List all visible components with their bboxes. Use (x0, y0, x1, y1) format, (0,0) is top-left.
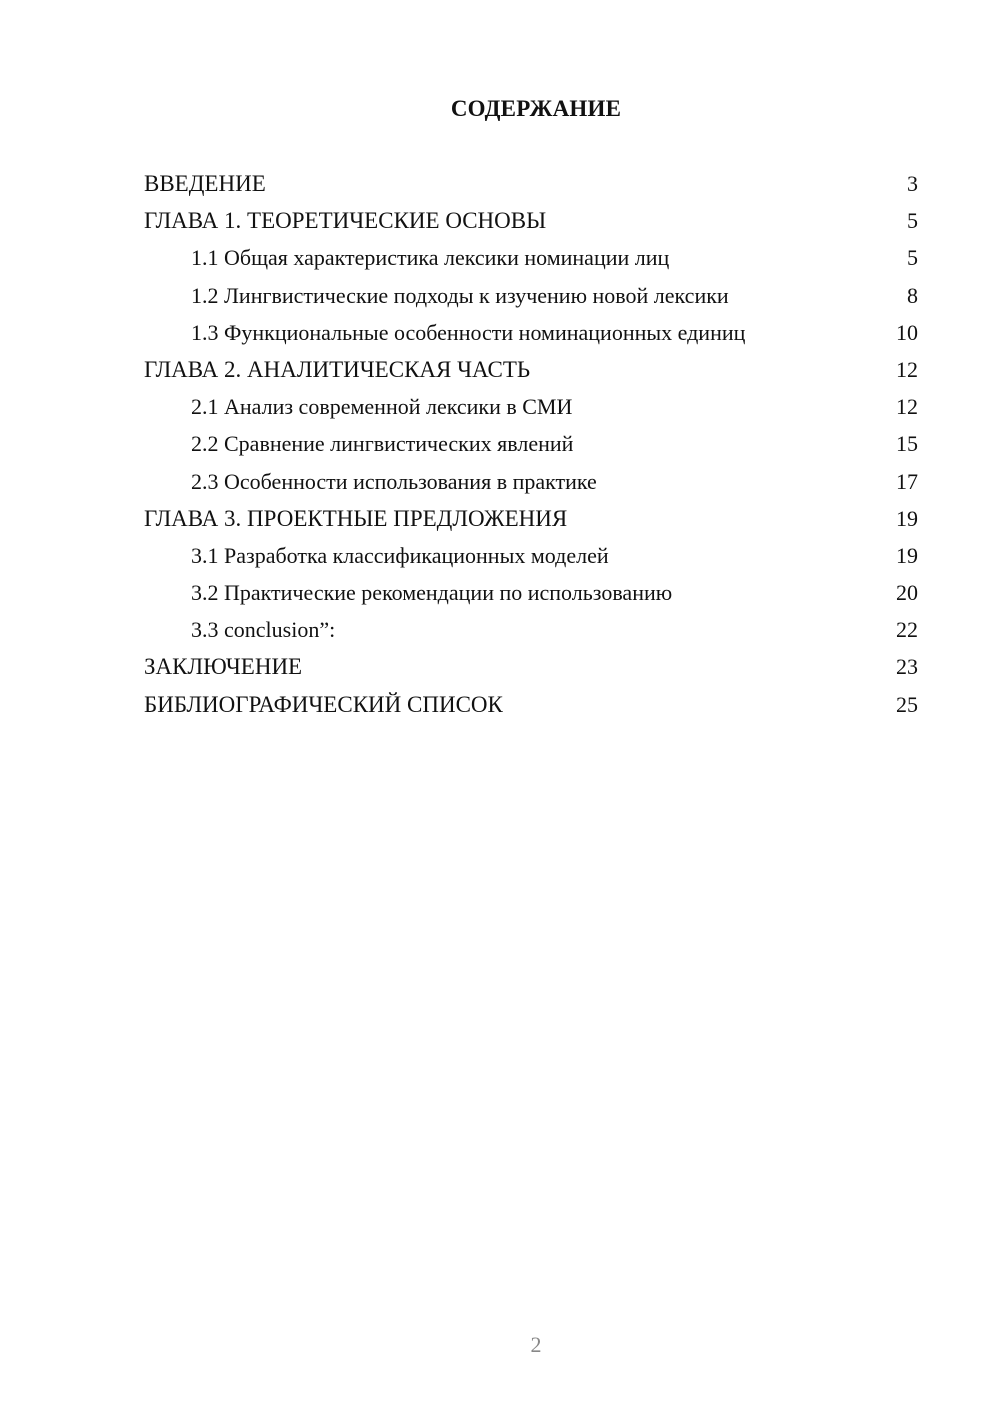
toc-entry-page: 17 (896, 468, 918, 494)
toc-entry-page: 12 (896, 356, 918, 382)
toc-entry-label: 1.1 Общая характеристика лексики номинации лиц (191, 245, 670, 271)
toc-entry-introduction[interactable] (144, 165, 918, 202)
toc-entry-label: 3.1 Разработка классификационных моделей (191, 542, 609, 568)
toc-entry-page: 19 (896, 542, 918, 568)
toc-entry-page: 19 (896, 505, 918, 531)
toc-entry-page: 15 (896, 431, 918, 457)
toc-entry-chapter-3[interactable] (144, 500, 918, 537)
toc-entry-label: 1.3 Функциональные особенности номинационных единиц (191, 319, 746, 345)
toc-entry-conclusion[interactable] (144, 648, 918, 685)
table-of-contents (144, 165, 918, 723)
toc-entry-page: 23 (896, 654, 918, 680)
page-title: СОДЕРЖАНИЕ (450, 96, 622, 121)
toc-entry-label: ГЛАВА 3. ПРОЕКТНЫЕ ПРЕДЛОЖЕНИЯ (144, 505, 568, 531)
toc-entry-label: 2.3 Особенности использования в практике (191, 468, 597, 494)
toc-entry-page: 20 (896, 580, 918, 606)
toc-entry-label: ЗАКЛЮЧЕНИЕ (144, 654, 303, 680)
toc-entry-section-1-1[interactable] (144, 239, 918, 276)
toc-entry-section-1-3[interactable] (144, 314, 918, 351)
toc-entry-label: 2.1 Анализ современной лексики в СМИ (191, 394, 573, 420)
toc-entry-label: 3.3 conclusion”: (191, 617, 336, 643)
toc-entry-section-1-2[interactable] (144, 277, 918, 314)
toc-entry-section-3-3[interactable] (144, 611, 918, 648)
toc-entry-label: 3.2 Практические рекомендации по использованию (191, 580, 673, 606)
toc-entry-section-2-2[interactable] (144, 425, 918, 462)
toc-entry-bibliography[interactable] (144, 686, 918, 723)
toc-entry-page: 3 (907, 171, 918, 196)
toc-entry-label: ВВЕДЕНИЕ (144, 171, 266, 196)
toc-entry-section-2-1[interactable] (144, 388, 918, 425)
toc-entry-page: 5 (907, 245, 918, 271)
toc-entry-label: ГЛАВА 2. АНАЛИТИЧЕСКАЯ ЧАСТЬ (144, 356, 531, 382)
toc-entry-label: БИБЛИОГРАФИЧЕСКИЙ СПИСОК (144, 691, 503, 717)
toc-entry-page: 5 (907, 208, 918, 234)
toc-entry-page: 10 (896, 319, 918, 345)
toc-entry-page: 25 (896, 691, 918, 717)
toc-entry-page: 22 (896, 617, 918, 643)
toc-entry-section-3-2[interactable] (144, 574, 918, 611)
toc-entry-label: ГЛАВА 1. ТЕОРЕТИЧЕСКИЕ ОСНОВЫ (144, 208, 547, 234)
toc-entry-chapter-1[interactable] (144, 202, 918, 239)
toc-entry-page: 8 (907, 282, 918, 308)
toc-entry-section-2-3[interactable] (144, 463, 918, 500)
toc-entry-label: 1.2 Лингвистические подходы к изучению новой лексики (191, 282, 729, 308)
toc-entry-chapter-2[interactable] (144, 351, 918, 388)
toc-entry-label: 2.2 Сравнение лингвистических явлений (191, 431, 574, 457)
toc-entry-page: 12 (896, 394, 918, 420)
page-number: 2 (530, 1332, 542, 1357)
toc-entry-section-3-1[interactable] (144, 537, 918, 574)
